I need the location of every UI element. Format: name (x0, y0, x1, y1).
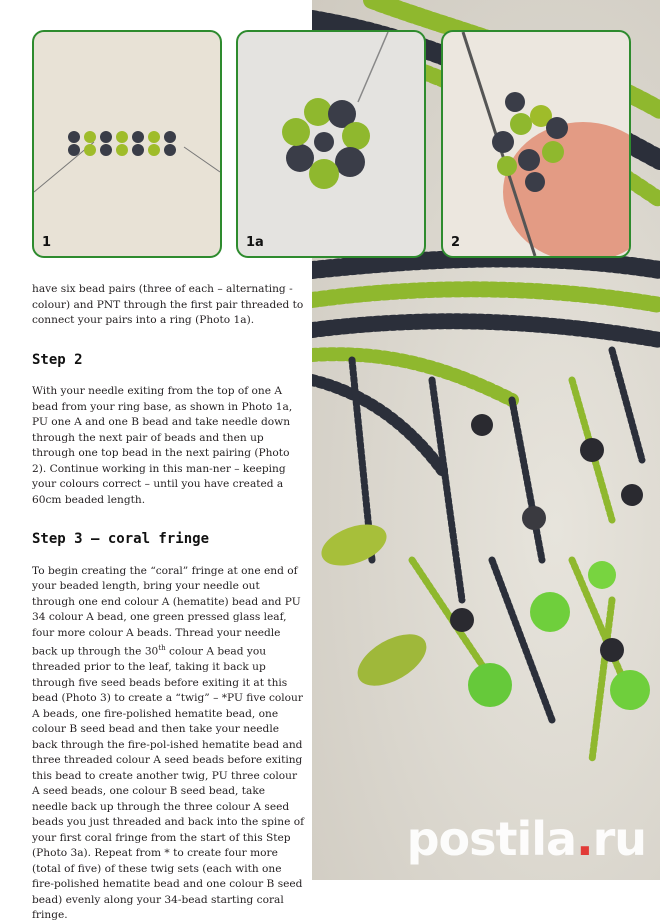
step3-heading: Step 3 – coral fringe (32, 531, 210, 547)
photo-label: 2 (451, 235, 461, 250)
step3-text-b: colour A bead you threaded prior to the leaf, taking it back up through five seed beads before exiting it at this bead (Photo 3) to create a “twig” – *PU five colour A beads, one fire-polished hematite bead, one colour B seed bead and then take your needle back through the fire-pol-ished hematite bead and three threaded colour A seed beads before exiting this bead to create another twig, PU three colour A seed beads, one colour B seed bead, take needle back up through the three colour A seed beads you just threaded and back into the spine of your first coral fringe from the start of this Step (Photo 3a). Repeat from * to create four more (total of five) of these twig sets (each with one fire-polished hematite bead and one colour B seed bead) evenly along your 34-bead starting coral fringe. (32, 645, 305, 922)
photo-1a (236, 30, 426, 258)
instructions-column (32, 282, 304, 924)
step2-paragraph: With your needle exiting from the top of one A bead from your ring base, as shown in Photo 1a, PU one A and one B bead and take needle down through the next pair of beads and then up through one top bead in the next pairing (Photo 2). Continue working in this man-ner – keeping your colours correct – until you have created a 60cm beaded length. (32, 385, 293, 506)
step2-heading: Step 2 (32, 351, 83, 368)
photo-1 (32, 30, 222, 258)
photo-2 (441, 30, 631, 258)
step3-text-a: To begin creating the “coral” fringe at one end of your beaded length, bring your needle out through one end colour A (hematite) bead and PU 34 colour A bead, one green pressed glass leaf, four more colour A beads. Thread your needle back up through the 30 (32, 564, 301, 658)
ordinal-suffix: th (158, 644, 166, 652)
watermark: postila.ru (406, 812, 646, 866)
intro-paragraph: have six bead pairs (three of each – alternating - colour) and PNT through the first pair threaded to connect your pairs into a ring (Photo 1a). (32, 283, 304, 326)
photo-label: 1 (42, 235, 52, 250)
photo-label: 1a (246, 235, 264, 250)
step3-paragraph (32, 564, 304, 924)
